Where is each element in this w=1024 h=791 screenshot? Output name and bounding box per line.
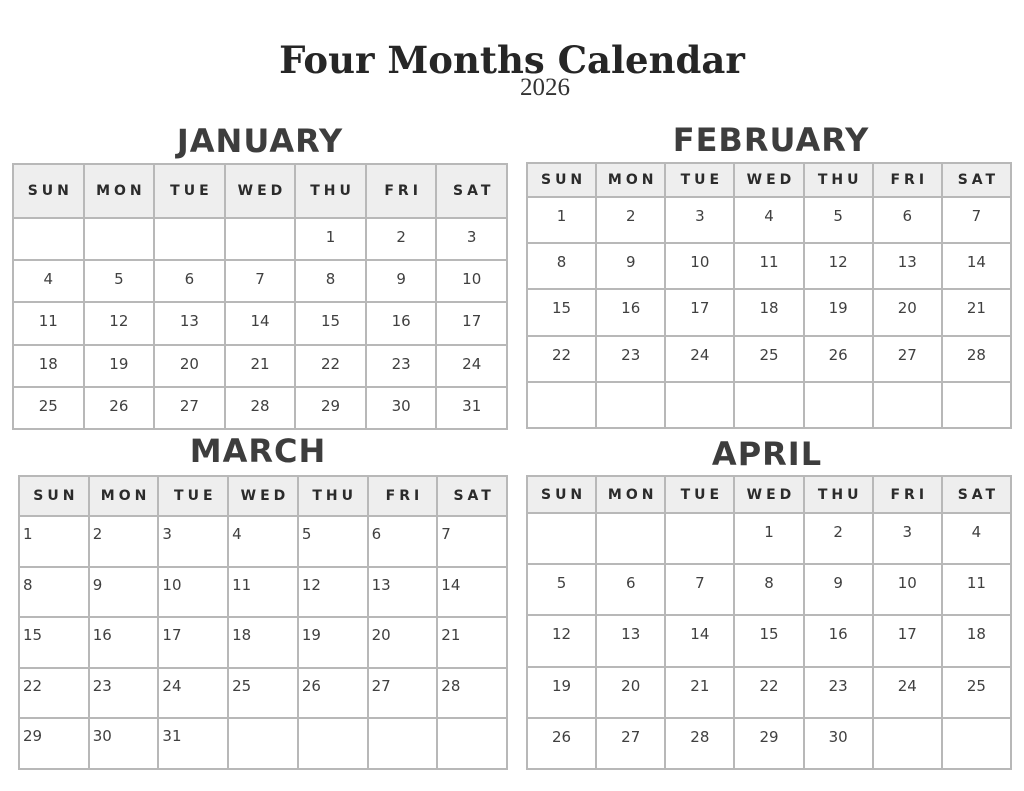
day-cell: 18 xyxy=(943,616,1012,667)
day-cell: 24 xyxy=(159,669,229,720)
day-cell: 21 xyxy=(666,668,735,719)
weekday-header: SAT xyxy=(943,477,1012,514)
day-cell: 16 xyxy=(367,303,438,345)
day-cell: 9 xyxy=(90,568,160,619)
day-cell: 25 xyxy=(229,669,299,720)
day-cell: 26 xyxy=(528,719,597,770)
day-cell: 17 xyxy=(874,616,943,667)
day-cell xyxy=(597,383,666,429)
weekday-header: TUE xyxy=(666,164,735,198)
day-cell: 5 xyxy=(299,517,369,568)
day-cell: 10 xyxy=(666,244,735,290)
day-cell: 10 xyxy=(874,565,943,616)
day-cell: 26 xyxy=(85,388,156,430)
day-cell xyxy=(226,219,297,261)
weekday-header: THU xyxy=(805,164,874,198)
day-cell: 24 xyxy=(437,346,508,388)
day-cell: 13 xyxy=(155,303,226,345)
day-cell: 23 xyxy=(805,668,874,719)
day-cell: 24 xyxy=(666,337,735,383)
day-cell: 12 xyxy=(85,303,156,345)
day-cell: 17 xyxy=(159,618,229,669)
day-cell: 31 xyxy=(437,388,508,430)
day-cell: 2 xyxy=(805,514,874,565)
day-cell: 2 xyxy=(367,219,438,261)
day-cell: 4 xyxy=(943,514,1012,565)
day-cell: 12 xyxy=(528,616,597,667)
weekday-header: SUN xyxy=(528,164,597,198)
day-cell: 3 xyxy=(874,514,943,565)
day-cell: 30 xyxy=(90,719,160,770)
day-cell: 20 xyxy=(155,346,226,388)
weekday-header: FRI xyxy=(367,165,438,219)
day-cell: 4 xyxy=(735,198,804,244)
day-cell: 28 xyxy=(666,719,735,770)
day-cell: 27 xyxy=(597,719,666,770)
day-cell: 11 xyxy=(229,568,299,619)
day-cell: 29 xyxy=(20,719,90,770)
day-cell: 18 xyxy=(14,346,85,388)
day-cell: 13 xyxy=(369,568,439,619)
day-cell: 23 xyxy=(90,669,160,720)
day-cell: 3 xyxy=(437,219,508,261)
weekday-header: TUE xyxy=(159,477,229,517)
day-cell: 8 xyxy=(528,244,597,290)
day-cell xyxy=(369,719,439,770)
day-cell: 24 xyxy=(874,668,943,719)
weekday-header: WED xyxy=(735,477,804,514)
day-cell xyxy=(874,719,943,770)
day-cell: 1 xyxy=(528,198,597,244)
day-cell: 16 xyxy=(597,290,666,336)
month-grid-april xyxy=(526,475,1012,770)
day-cell xyxy=(85,219,156,261)
day-cell xyxy=(155,219,226,261)
day-cell xyxy=(299,719,369,770)
calendar-year: 2026 xyxy=(520,74,570,101)
day-cell: 14 xyxy=(438,568,508,619)
day-cell: 10 xyxy=(159,568,229,619)
day-cell: 2 xyxy=(597,198,666,244)
day-cell: 30 xyxy=(367,388,438,430)
day-cell: 11 xyxy=(735,244,804,290)
day-cell xyxy=(14,219,85,261)
day-cell: 6 xyxy=(874,198,943,244)
day-cell: 22 xyxy=(296,346,367,388)
day-cell xyxy=(597,514,666,565)
weekday-header: WED xyxy=(229,477,299,517)
day-cell: 12 xyxy=(805,244,874,290)
day-cell: 7 xyxy=(226,261,297,303)
month-grid-january xyxy=(12,163,508,430)
day-cell: 22 xyxy=(20,669,90,720)
day-cell: 17 xyxy=(666,290,735,336)
day-cell: 1 xyxy=(296,219,367,261)
day-cell xyxy=(943,719,1012,770)
weekday-header: FRI xyxy=(369,477,439,517)
day-cell: 14 xyxy=(226,303,297,345)
weekday-header: MON xyxy=(597,477,666,514)
day-cell: 12 xyxy=(299,568,369,619)
day-cell xyxy=(735,383,804,429)
day-cell: 16 xyxy=(805,616,874,667)
day-cell: 2 xyxy=(90,517,160,568)
day-cell: 20 xyxy=(874,290,943,336)
day-cell: 7 xyxy=(666,565,735,616)
month-name-april: APRIL xyxy=(711,435,823,473)
day-cell xyxy=(805,383,874,429)
day-cell: 22 xyxy=(735,668,804,719)
day-cell: 5 xyxy=(528,565,597,616)
day-cell xyxy=(528,514,597,565)
day-cell: 5 xyxy=(805,198,874,244)
day-cell: 27 xyxy=(874,337,943,383)
month-name-february: FEBRUARY xyxy=(672,121,870,159)
day-cell: 16 xyxy=(90,618,160,669)
day-cell: 18 xyxy=(229,618,299,669)
day-cell: 20 xyxy=(597,668,666,719)
weekday-header: TUE xyxy=(155,165,226,219)
day-cell: 14 xyxy=(666,616,735,667)
day-cell: 1 xyxy=(20,517,90,568)
day-cell: 21 xyxy=(438,618,508,669)
day-cell: 25 xyxy=(735,337,804,383)
weekday-header: MON xyxy=(597,164,666,198)
weekday-header: MON xyxy=(90,477,160,517)
weekday-header: SAT xyxy=(437,165,508,219)
day-cell: 23 xyxy=(367,346,438,388)
day-cell: 13 xyxy=(597,616,666,667)
day-cell: 15 xyxy=(528,290,597,336)
weekday-header: SAT xyxy=(438,477,508,517)
day-cell: 27 xyxy=(369,669,439,720)
calendar-title: Four Months Calendar xyxy=(279,38,745,82)
day-cell xyxy=(874,383,943,429)
day-cell: 21 xyxy=(226,346,297,388)
day-cell: 15 xyxy=(20,618,90,669)
day-cell: 3 xyxy=(666,198,735,244)
weekday-header: FRI xyxy=(874,477,943,514)
day-cell: 15 xyxy=(735,616,804,667)
day-cell: 5 xyxy=(85,261,156,303)
day-cell: 17 xyxy=(437,303,508,345)
day-cell: 8 xyxy=(735,565,804,616)
day-cell xyxy=(666,514,735,565)
day-cell xyxy=(666,383,735,429)
day-cell: 8 xyxy=(20,568,90,619)
day-cell: 9 xyxy=(367,261,438,303)
weekday-header: WED xyxy=(735,164,804,198)
day-cell: 22 xyxy=(528,337,597,383)
weekday-header: SUN xyxy=(20,477,90,517)
weekday-header: THU xyxy=(296,165,367,219)
day-cell: 11 xyxy=(14,303,85,345)
day-cell: 26 xyxy=(805,337,874,383)
month-name-january: JANUARY xyxy=(176,122,344,160)
day-cell: 28 xyxy=(943,337,1012,383)
day-cell: 20 xyxy=(369,618,439,669)
day-cell: 28 xyxy=(226,388,297,430)
day-cell: 18 xyxy=(735,290,804,336)
day-cell: 19 xyxy=(805,290,874,336)
day-cell: 6 xyxy=(369,517,439,568)
weekday-header: TUE xyxy=(666,477,735,514)
day-cell: 19 xyxy=(528,668,597,719)
weekday-header: THU xyxy=(299,477,369,517)
day-cell: 19 xyxy=(299,618,369,669)
day-cell: 25 xyxy=(14,388,85,430)
day-cell: 27 xyxy=(155,388,226,430)
month-name-march: MARCH xyxy=(189,432,327,470)
weekday-header: MON xyxy=(85,165,156,219)
month-grid-february xyxy=(526,162,1012,429)
day-cell: 30 xyxy=(805,719,874,770)
day-cell xyxy=(943,383,1012,429)
day-cell: 4 xyxy=(229,517,299,568)
day-cell: 15 xyxy=(296,303,367,345)
day-cell: 14 xyxy=(943,244,1012,290)
day-cell: 4 xyxy=(14,261,85,303)
day-cell: 21 xyxy=(943,290,1012,336)
day-cell: 10 xyxy=(437,261,508,303)
day-cell: 1 xyxy=(735,514,804,565)
day-cell xyxy=(438,719,508,770)
day-cell: 29 xyxy=(296,388,367,430)
weekday-header: SUN xyxy=(14,165,85,219)
day-cell: 9 xyxy=(597,244,666,290)
day-cell: 8 xyxy=(296,261,367,303)
day-cell xyxy=(229,719,299,770)
weekday-header: WED xyxy=(226,165,297,219)
day-cell xyxy=(528,383,597,429)
day-cell: 25 xyxy=(943,668,1012,719)
day-cell: 13 xyxy=(874,244,943,290)
month-grid-march xyxy=(18,475,508,770)
weekday-header: SAT xyxy=(943,164,1012,198)
day-cell: 3 xyxy=(159,517,229,568)
day-cell: 26 xyxy=(299,669,369,720)
day-cell: 29 xyxy=(735,719,804,770)
day-cell: 9 xyxy=(805,565,874,616)
day-cell: 19 xyxy=(85,346,156,388)
day-cell: 7 xyxy=(438,517,508,568)
day-cell: 7 xyxy=(943,198,1012,244)
day-cell: 23 xyxy=(597,337,666,383)
weekday-header: THU xyxy=(805,477,874,514)
day-cell: 31 xyxy=(159,719,229,770)
weekday-header: FRI xyxy=(874,164,943,198)
weekday-header: SUN xyxy=(528,477,597,514)
day-cell: 28 xyxy=(438,669,508,720)
day-cell: 11 xyxy=(943,565,1012,616)
day-cell: 6 xyxy=(597,565,666,616)
day-cell: 6 xyxy=(155,261,226,303)
